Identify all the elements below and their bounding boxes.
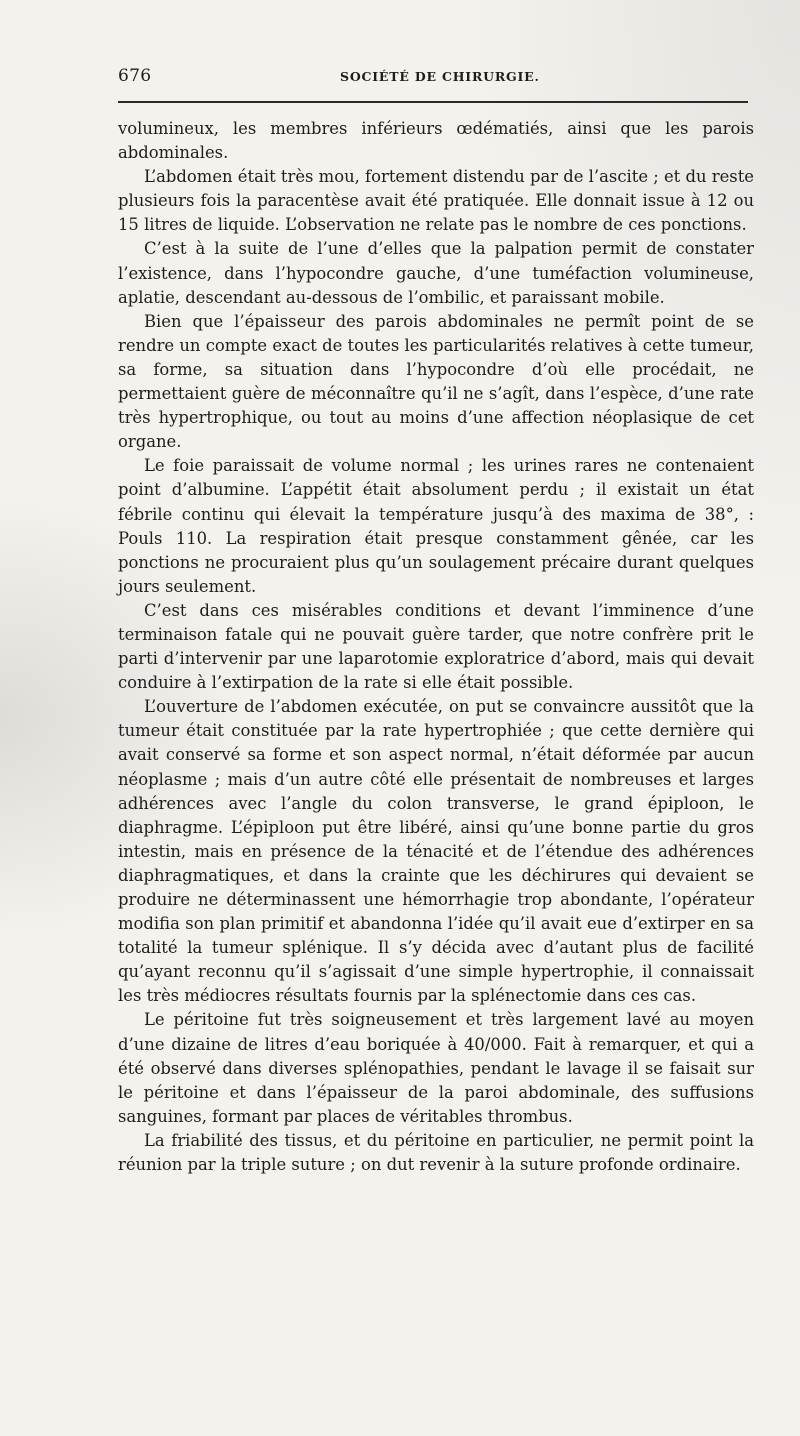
page-number: 676 [118, 66, 152, 86]
page-header [118, 66, 748, 96]
paragraph-foie: Le foie paraissait de volume normal ; les urines rares ne contenaient point d’albumine. L’appétit était absolument perdu ; il existait un état fébrile continu qui élevait la température jusqu’à des maxima de 38°, : Pouls 110. La respiration était presque constamment gênée, car les ponctions ne procuraient plus qu’un soulagement précaire durant quelques jours seulement. [118, 456, 754, 596]
paragraph-continuation: volumineux, les membres inférieurs œdématiés, ainsi que les parois abdominales. [118, 119, 754, 163]
header-rule [118, 101, 748, 103]
paragraph-conditions: C’est dans ces misérables conditions et devant l’imminence d’une terminaison fatale qui ne pouvait guère tarder, que notre confrère prit le parti d’intervenir par une laparotomie exploratrice d’abord, mais qui devait conduire à l’extirpation de la rate si elle était possible. [118, 600, 754, 693]
paragraph-tumeur: Bien que l’épaisseur des parois abdominales ne permît point de se rendre un compte exact de toutes les particularités relatives à cette tumeur, sa forme, sa situation dans l’hypocondre d’où elle procédait, ne permettaient guère de méconnaître qu’il ne s’agît, dans l’espèce, d’une rate très hypertrophique, ou tout au moins d’une affection néoplasique de cet organe. [118, 311, 754, 452]
running-title: SOCIÉTÉ DE CHIRURGIE. [340, 69, 540, 84]
paragraph-abdomen: L’abdomen était très mou, fortement distendu par de l’ascite ; et du reste plusieurs fois la paracentèse avait été pratiquée. Elle donnait issue à 12 ou 15 litres de liquide. L’observation ne relate pas le nombre de ces ponctions. [118, 167, 754, 235]
paragraph-peritoine: Le péritoine fut très soigneusement et très largement lavé au moyen d’une dizaine de litres d’eau boriquée à 40/000. Fait à remarquer, et qui a été observé dans diverses splénopathies, pendant le lavage il se faisait sur le péritoine et dans l’épaisseur de la paroi abdominale, des suffusions sanguines, formant par places de véritables thrombus. [118, 1010, 754, 1126]
paragraph-friabilite: La friabilité des tissus, et du péritoine en particulier, ne permit point la réunion par la triple suture ; on dut revenir à la suture profonde ordinaire. [118, 1130, 754, 1175]
paragraph-palpation: C’est à la suite de l’une d’elles que la palpation permit de constater l’existence, dans l’hypocondre gauche, d’une tuméfaction volumineuse, aplatie, descendant au-dessous de l’ombilic, et paraissant mobile. [118, 239, 754, 307]
paragraph-ouverture: L’ouverture de l’abdomen exécutée, on put se convaincre aussitôt que la tumeur était constituée par la rate hypertrophiée ; que cette dernière qui avait conservé sa forme et son aspect normal, n’était déformée par aucun néoplasme ; mais d’un autre côté elle présentait de nombreuses et larges adhérences avec l’angle du colon transverse, le grand épiploon, le diaphragme. L’épiploon put être libéré, ainsi qu’une bonne partie du gros intestin, mais en présence de la ténacité et de l’étendue des adhérences diaphragmatiques, et dans la crainte que les déchirures qui devaient se produire ne déterminassent une hémorrhagie trop abondante, l’opérateur modifia son plan primitif et abandonna l’idée qu’il avait eue d’extirper en sa totalité la tumeur splénique. Il s’y décida avec d’autant plus de facilité qu’ayant reconnu qu’il s’agissait d’une simple hypertrophie, il connaissait les très médiocres résultats fournis par la splénectomie dans ces cas. [118, 697, 754, 1006]
body-text [118, 117, 754, 1177]
